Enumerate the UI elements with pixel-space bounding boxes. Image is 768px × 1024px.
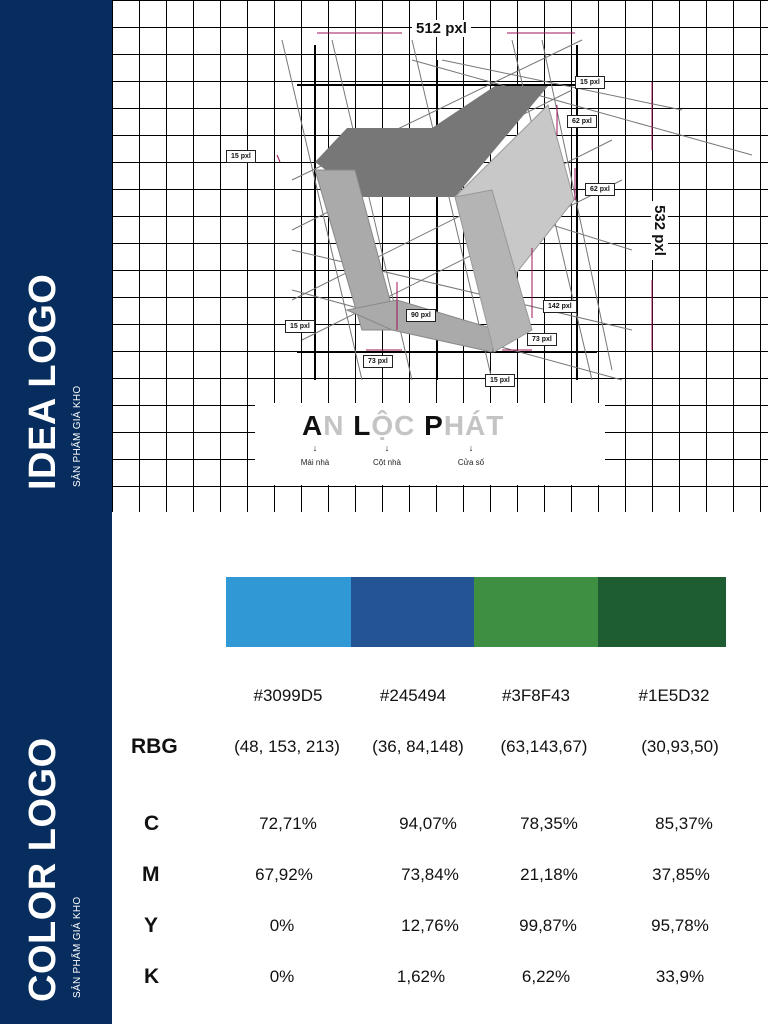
dim-label: 15 pxl [285, 320, 315, 333]
brand-letter-l: L [353, 410, 372, 441]
color-swatch-dark-blue [351, 577, 474, 647]
dim-label: 73 pxl [363, 355, 393, 368]
color-logo-subtitle: SẢN PHẨM GIÁ KHO [72, 896, 83, 998]
hex-code: #1E5D32 [638, 686, 710, 705]
idea-subtitle-block [72, 386, 83, 487]
dim-label: 142 pxl [543, 300, 577, 313]
cmyk-value: 1,62% [396, 967, 446, 986]
color-swatch-light-blue [226, 577, 351, 647]
dim-label: 62 pxl [567, 115, 597, 128]
brand-note-window: Cửa số [457, 458, 485, 467]
color-logo-title-block [22, 737, 65, 1002]
cmyk-label-m: M [142, 863, 160, 886]
brand-letter-a: A [302, 410, 324, 441]
color-swatch-green [474, 577, 598, 647]
hex-code: #3F8F43 [501, 686, 571, 705]
hex-code: #245494 [379, 686, 447, 705]
idea-logo-title-block [22, 274, 65, 490]
rgb-label: RBG [131, 735, 178, 758]
cmyk-value: 33,9% [655, 967, 705, 986]
cmyk-value: 94,07% [399, 814, 457, 833]
arrow-down-icon: ↓ [384, 443, 390, 453]
color-logo-title: COLOR LOGO [22, 737, 64, 1002]
color-subtitle-block [72, 897, 83, 998]
arrow-down-icon: ↓ [312, 443, 318, 453]
cmyk-label-c: C [144, 812, 160, 835]
dim-label: 62 pxl [585, 183, 615, 196]
dim-label: 73 pxl [527, 333, 557, 346]
cmyk-value: 21,18% [520, 865, 578, 884]
cmyk-value: 37,85% [652, 865, 710, 884]
brand-text-hat: HÁT [443, 410, 505, 441]
idea-logo-subtitle: SẢN PHẨM GIÁ KHO [72, 385, 83, 487]
dim-label: 15 pxl [575, 76, 605, 89]
brand-note-roof: Mái nhà [300, 458, 330, 467]
rgb-value: (63,143,67) [500, 737, 588, 756]
cmyk-label-y: Y [144, 914, 159, 937]
cmyk-value: 0% [269, 967, 295, 986]
idea-logo-title: IDEA LOGO [22, 273, 64, 490]
width-dimension-label: 512 pxl [412, 20, 471, 37]
cmyk-value: 0% [269, 916, 295, 935]
cmyk-value: 99,87% [519, 916, 577, 935]
cmyk-value: 73,84% [401, 865, 459, 884]
brand-text-oc: ỘC [371, 410, 425, 441]
brand-text-n: N [323, 410, 354, 441]
rgb-value: (36, 84,148) [372, 737, 464, 756]
rgb-value: (48, 153, 213) [234, 737, 340, 756]
color-swatch-dark-green [598, 577, 726, 647]
cmyk-value: 95,78% [651, 916, 709, 935]
hex-code: #3099D5 [253, 686, 323, 705]
arrow-down-icon: ↓ [468, 443, 474, 453]
brand-wordmark [302, 410, 504, 442]
cmyk-value: 67,92% [255, 865, 313, 884]
cmyk-value: 12,76% [401, 916, 459, 935]
dim-label: 15 pxl [485, 374, 515, 387]
height-dimension-label: 532 pxl [651, 201, 668, 260]
cmyk-label-k: K [144, 965, 160, 988]
cmyk-value: 72,71% [259, 814, 317, 833]
cmyk-value: 85,37% [655, 814, 713, 833]
dim-label: 90 pxl [406, 309, 436, 322]
brand-note-pillar: Cột nhà [372, 458, 402, 467]
brand-letter-p: P [424, 410, 444, 441]
dim-label: 15 pxl [226, 150, 256, 163]
cmyk-value: 78,35% [520, 814, 578, 833]
rgb-value: (30,93,50) [641, 737, 719, 756]
cmyk-value: 6,22% [521, 967, 571, 986]
